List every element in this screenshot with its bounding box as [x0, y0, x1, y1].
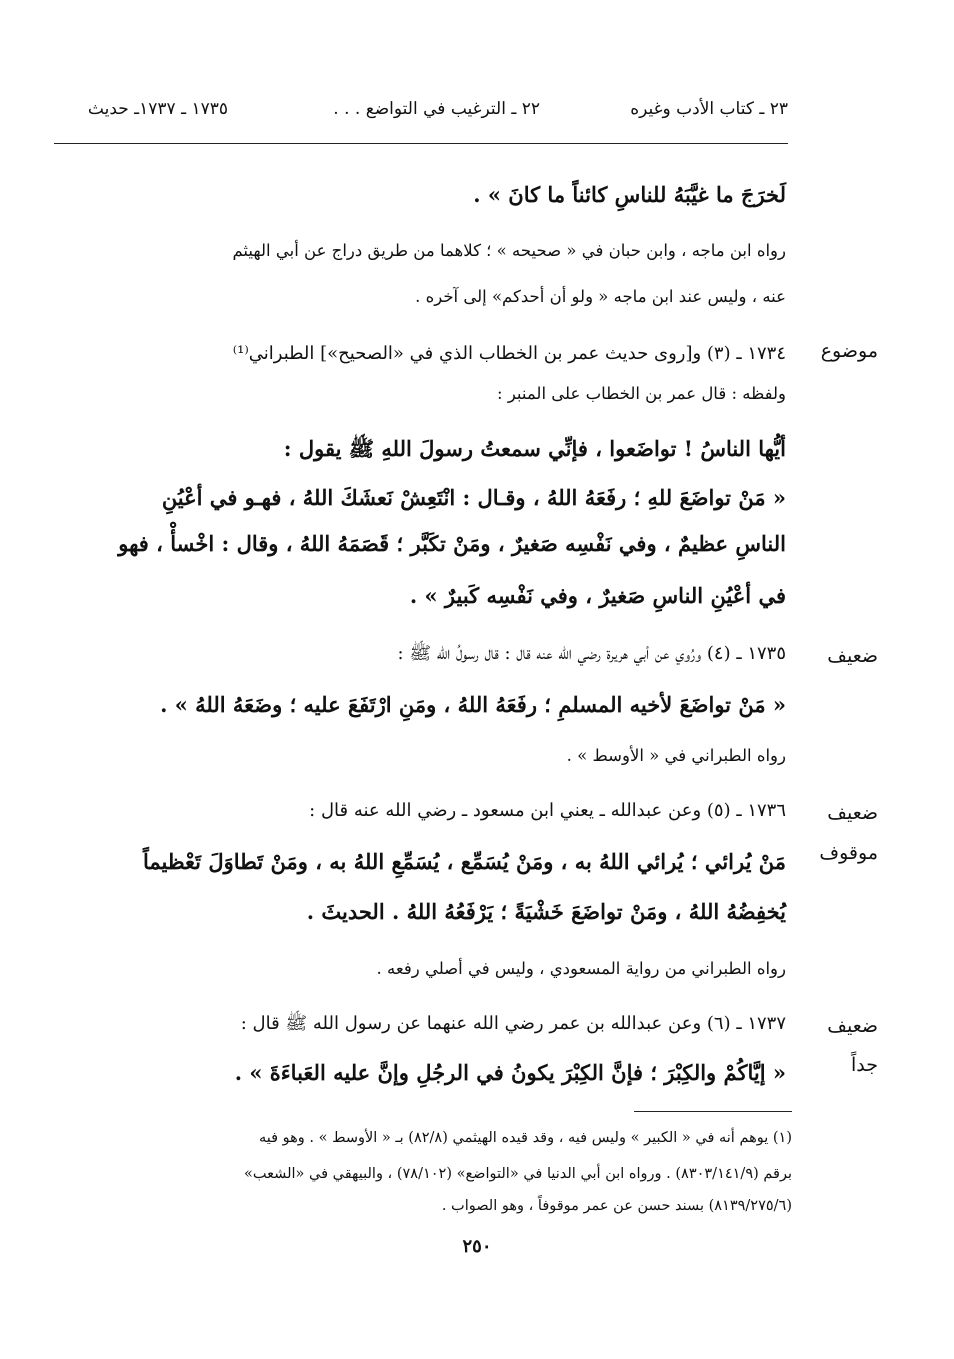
- header-rule: [54, 143, 788, 144]
- header-hadith-range: ١٧٣٥ ـ ١٧٣٧ـ حديث: [87, 99, 228, 119]
- hadith-1735-number-line: ١٧٣٥ ـ (٤) ورُوي عن أبي هريرة رضي الله عنه قال : قال رسولُ الله ﷺ :: [397, 643, 786, 664]
- hadith-1736-number-line: ١٧٣٦ ـ (٥) وعن عبدالله ـ يعني ابن مسعود ـ رضي الله عنه قال :: [309, 800, 786, 821]
- text-line: عنه ، وليس عند ابن ماجه « ولو أن أحدكم» إلى آخره .: [415, 287, 786, 306]
- hadith-text-line: مَنْ يُرائي ؛ يُرائي اللهُ به ، ومَنْ يُسَمِّع ، يُسَمِّعِ اللهُ به ، ومَنْ تَطاوَلَ تَعْظيماً: [142, 849, 786, 874]
- hadith-1735-grade: ضعيف: [827, 645, 878, 667]
- hadith-1734-number-line: ١٧٣٤ ـ (٣) و[روى حديث عمر بن الخطاب الذي في «الصحيح»] الطبراني⁽¹⁾: [232, 343, 786, 364]
- footnote-rule: [634, 1111, 792, 1112]
- text-line: ولفظه : قال عمر بن الخطاب على المنبر :: [497, 384, 786, 403]
- footnote-line: برقم (٨٣٠٣/١٤١/٩) . ورواه ابن أبي الدنيا في «التواضع» (٧٨/١٠٢) ، والبيهقي في «الشعب»: [244, 1166, 792, 1182]
- hadith-1734-grade: موضوع: [820, 340, 878, 362]
- hadith-text-line: « إيَّاكُمْ والكِبْرَ ؛ فإنَّ الكِبْرَ يكونُ في الرجُلِ وإنَّ عليه العَباءَةَ » .: [234, 1060, 786, 1085]
- footnote-line: (١) يوهم أنه في « الكبير » وليس فيه ، وقد قيده الهيثمي (٨٢/٨) بـ « الأوسط » . وهو فيه: [258, 1130, 792, 1146]
- text-line: رواه الطبراني من رواية المسعودي ، وليس في أصلي رفعه .: [376, 959, 786, 978]
- hadith-1737-number-line: ١٧٣٧ ـ (٦) وعن عبدالله بن عمر رضي الله عنهما عن رسول الله ﷺ قال :: [240, 1013, 786, 1034]
- hadith-1736-grade: ضعيف: [827, 802, 878, 824]
- text-line: رواه الطبراني في « الأوسط » .: [566, 746, 786, 765]
- hadith-text-line: يُخفِضُهُ اللهُ ، ومَنْ تواضَعَ خَشْيَةً ؛ يَرْفَعُهُ اللهُ . الحديثَ .: [306, 899, 786, 924]
- page-number: ٢٥٠: [462, 1236, 492, 1257]
- hadith-text-line: أيُّها الناسُ ! تواضَعوا ، فإنِّي سمعتُ رسولَ اللهِ ﷺ يقول :: [283, 436, 786, 461]
- hadith-text-line: في أعْيُنِ الناسِ صَغيرٌ ، وفي نَفْسِه كَبيرٌ » .: [409, 583, 786, 608]
- hadith-1737-grade-qualifier: جداً: [851, 1054, 878, 1076]
- text-line: رواه ابن ماجه ، وابن حبان في « صحيحه » ؛ كلاهما من طريق دراج عن أبي الهيثم: [232, 241, 786, 260]
- hadith-1736-grade-qualifier: موقوف: [819, 842, 878, 864]
- header-chapter-title: ٢٣ ـ كتاب الأدب وغيره: [630, 99, 788, 119]
- hadith-text-line: الناسِ عظيمٌ ، وفي نَفْسِه صَغيرٌ ، ومَنْ تكَبَّر ؛ قَصَمَهُ اللهُ ، وقال : اخْسأْ ، فهو: [118, 531, 786, 556]
- text-line: لَخرَجَ ما غيَّبَهُ للناسِ كائناً ما كانَ » .: [473, 182, 786, 207]
- hadith-text-line: « مَنْ تواضَعَ للهِ ؛ رفَعَهُ اللهُ ، وقـال : انْتَعِشْ نَعشَكَ اللهُ ، فهـو في أعْيُنِ: [161, 485, 786, 510]
- hadith-1737-grade: ضعيف: [827, 1015, 878, 1037]
- hadith-text-line: « مَنْ تواضَعَ لأخيه المسلمِ ؛ رفَعَهُ اللهُ ، ومَنِ ارْتَفَعَ عليه ؛ وضَعَهُ اللهُ » .: [160, 692, 786, 717]
- header-section-title: ٢٢ ـ الترغيب في التواضع . . .: [333, 99, 540, 119]
- footnote-line: (٨١٣٩/٢٧٥/٦) بسند حسن عن عمر موقوفاً ، وهو الصواب .: [441, 1198, 792, 1214]
